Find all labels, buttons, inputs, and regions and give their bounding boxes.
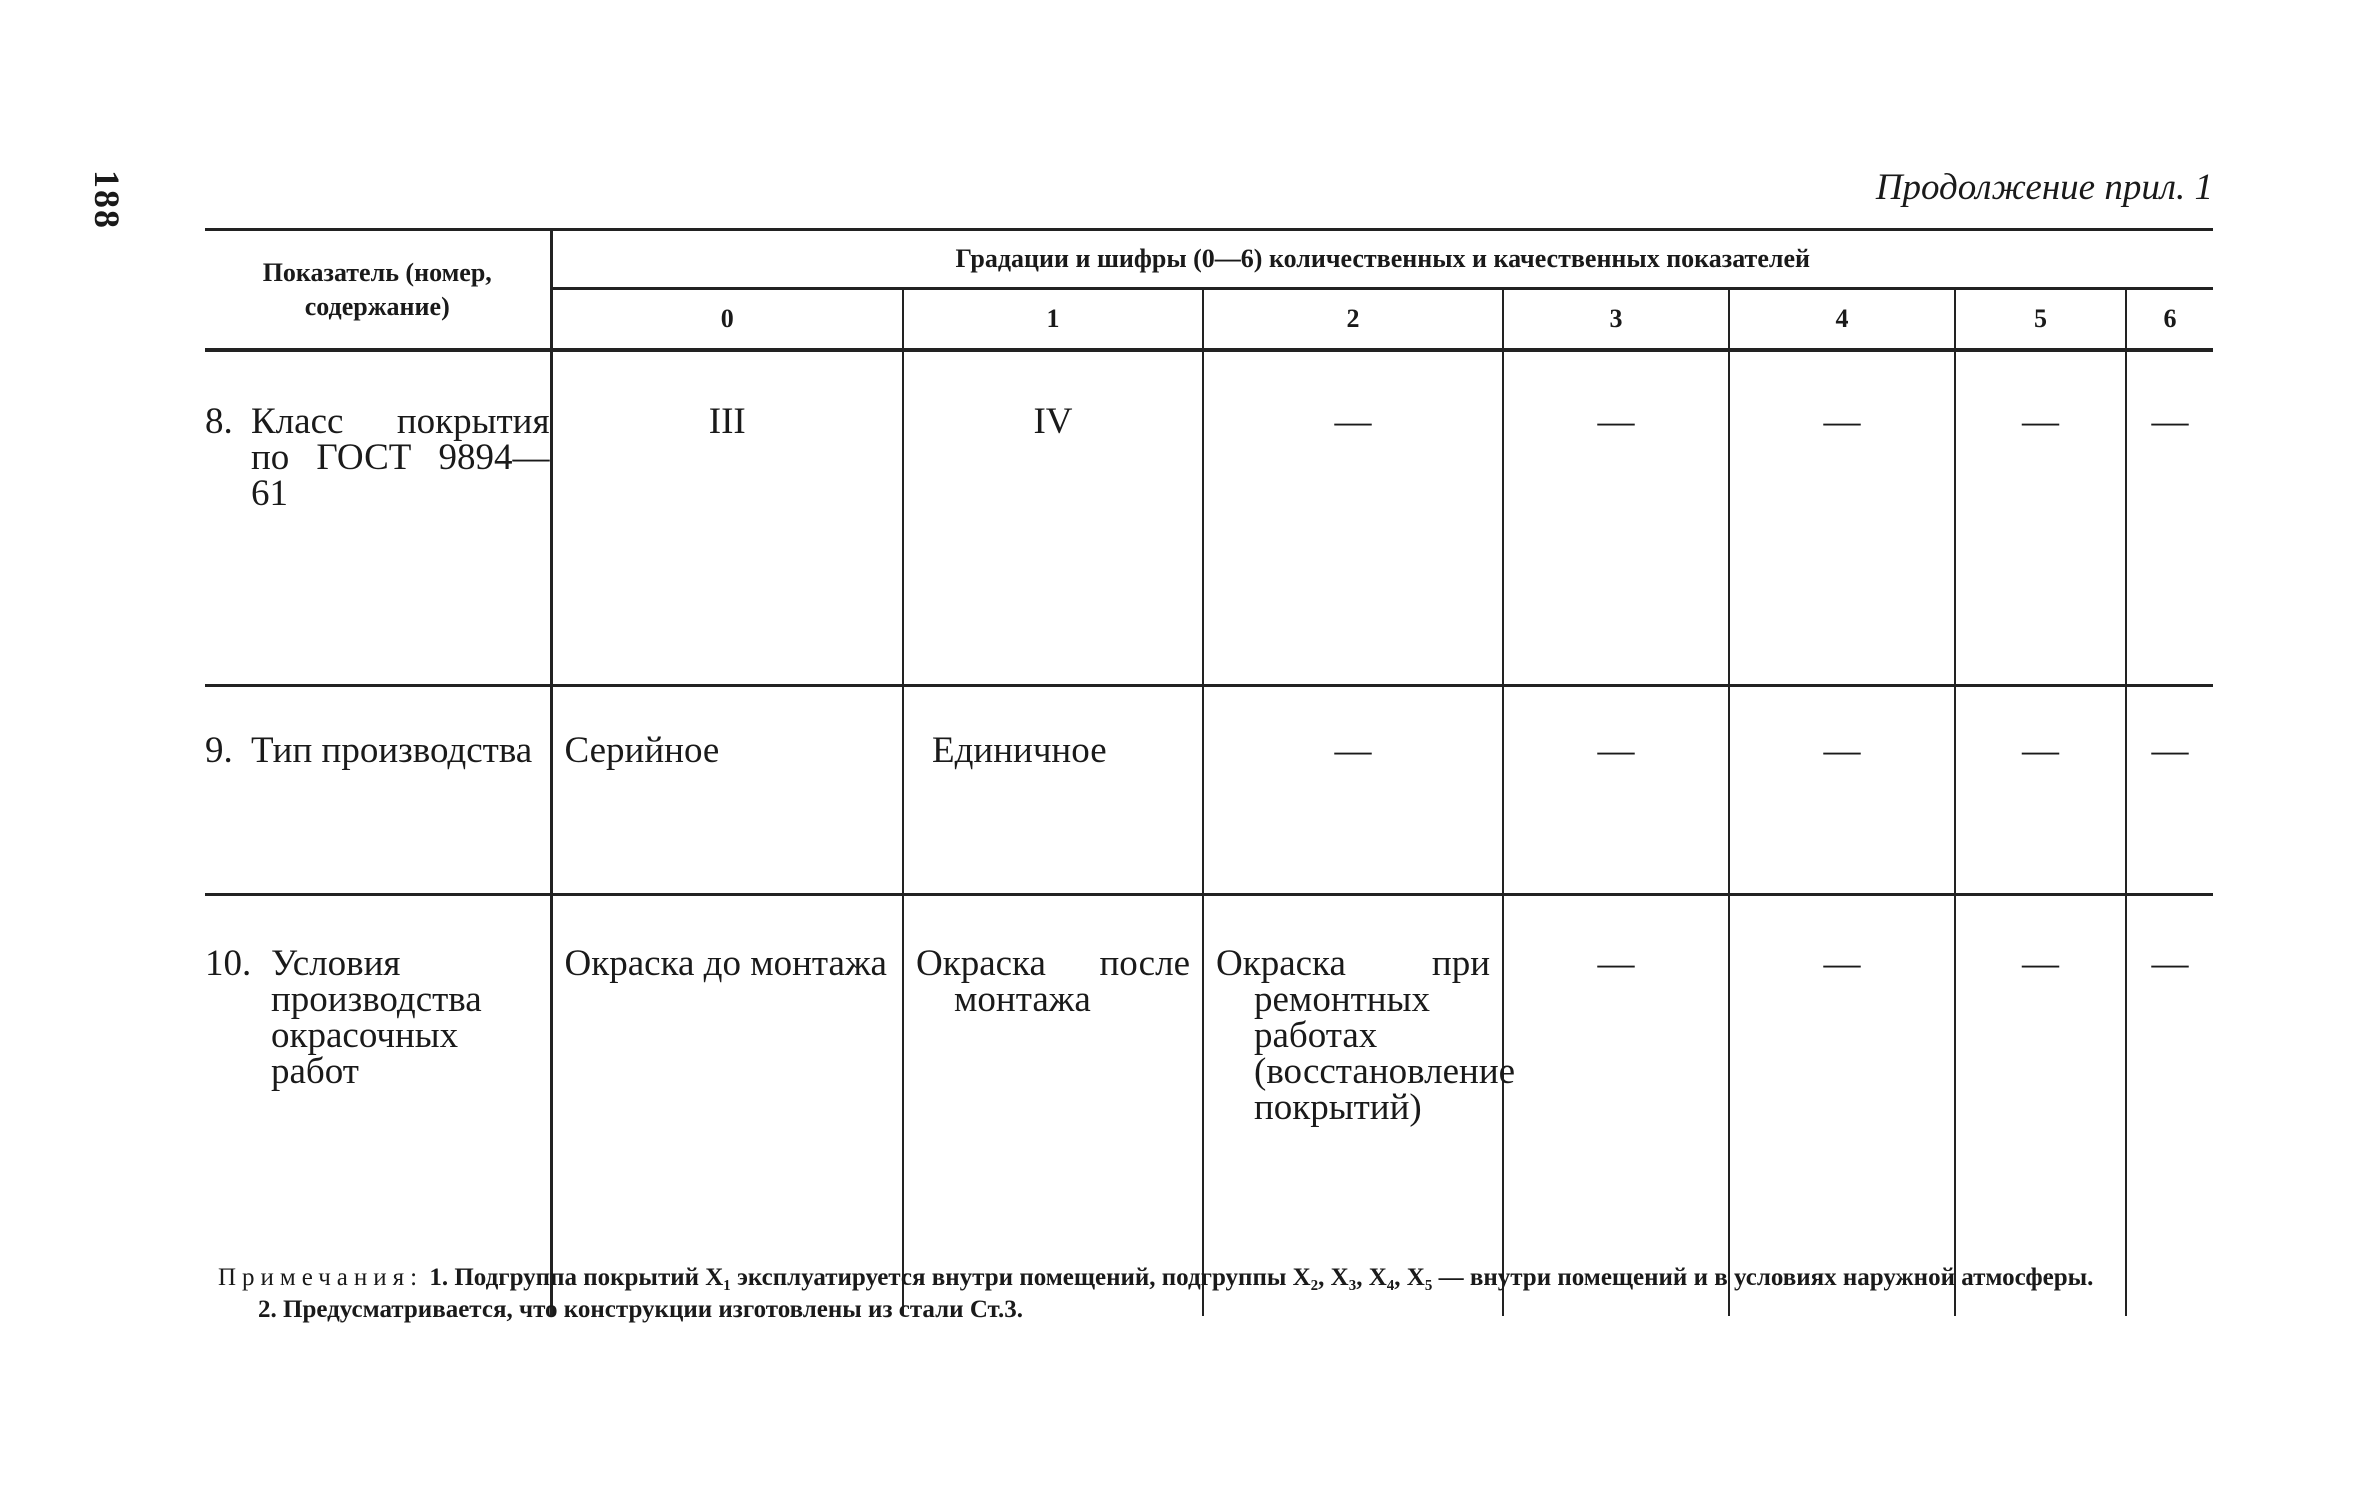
value-cell: — <box>1503 687 1729 895</box>
value-cell: — <box>1955 687 2126 895</box>
note-1: 1. Подгруппа покрытий X₁ эксплуатируется внутри помещений, подгруппы X₂, X₃, X₄, X₅ — внутри помещений и в условиях наружной атмосферы. <box>429 1264 2094 1291</box>
indicator-cell <box>205 352 551 686</box>
indicator-column-header: Показатель (номер, содержание) <box>205 231 551 350</box>
value-cell: IV <box>903 352 1203 686</box>
value-cell: — <box>1955 896 2126 1316</box>
table-row <box>205 896 2213 1316</box>
code-header: 0 <box>551 289 903 351</box>
value-text: Окраска до монтажа <box>564 943 887 984</box>
code-header: 2 <box>1203 289 1503 351</box>
continuation-label: Продолжение прил. 1 <box>1875 167 2213 208</box>
value-cell: — <box>2151 730 2189 771</box>
code-header: 5 <box>1955 289 2126 351</box>
code-header: 6 <box>2163 304 2177 333</box>
indicator-text: Класс покрытия по ГОСТ 9894—61 <box>251 401 550 514</box>
code-header: 1 <box>903 289 1203 351</box>
value-cell: Единичное <box>903 687 1203 895</box>
value-cell: — <box>2151 943 2189 984</box>
row-number: 10. <box>205 943 252 984</box>
code-header: 4 <box>1729 289 1955 351</box>
value-cell: — <box>1729 687 1955 895</box>
page-number: 188 <box>87 170 127 230</box>
table-row <box>205 687 2213 895</box>
indicator-cell <box>205 687 551 895</box>
notes <box>218 1262 2213 1326</box>
code-header: 3 <box>1503 289 1729 351</box>
value-cell <box>551 896 903 1316</box>
row-number: 8. <box>205 401 233 442</box>
value-text: Окраска при ремонтных работах (восстановление покрытий) <box>1216 943 1516 1128</box>
value-cell <box>903 896 1203 1316</box>
value-cell: — <box>1729 896 1955 1316</box>
value-cell: — <box>1955 352 2126 686</box>
row-number: 9. <box>205 730 233 771</box>
indicator-text: Тип производства <box>251 730 533 771</box>
value-cell: — <box>1503 352 1729 686</box>
table-row <box>205 352 2213 686</box>
notes-label: Примечания: <box>218 1264 424 1291</box>
value-cell: — <box>1729 352 1955 686</box>
value-cell: III <box>551 352 903 686</box>
value-cell: — <box>1503 896 1729 1316</box>
indicator-text: Условия производства окрасочных работ <box>271 943 482 1092</box>
value-cell: Серийное <box>551 687 903 895</box>
value-cell: — <box>1203 352 1503 686</box>
value-cell: — <box>2151 401 2189 442</box>
note-2: 2. Предусматривается, что конструкции изготовлены из стали Ст.3. <box>258 1296 1023 1323</box>
value-text: Окраска после монтажа <box>916 943 1190 1020</box>
indicator-cell <box>205 896 551 1316</box>
gradations-table <box>205 228 2213 1316</box>
gradations-column-header: Градации и шифры (0—6) количественных и качественных показателей <box>551 231 2213 289</box>
value-cell <box>1203 896 1516 1316</box>
value-cell: — <box>1203 687 1503 895</box>
